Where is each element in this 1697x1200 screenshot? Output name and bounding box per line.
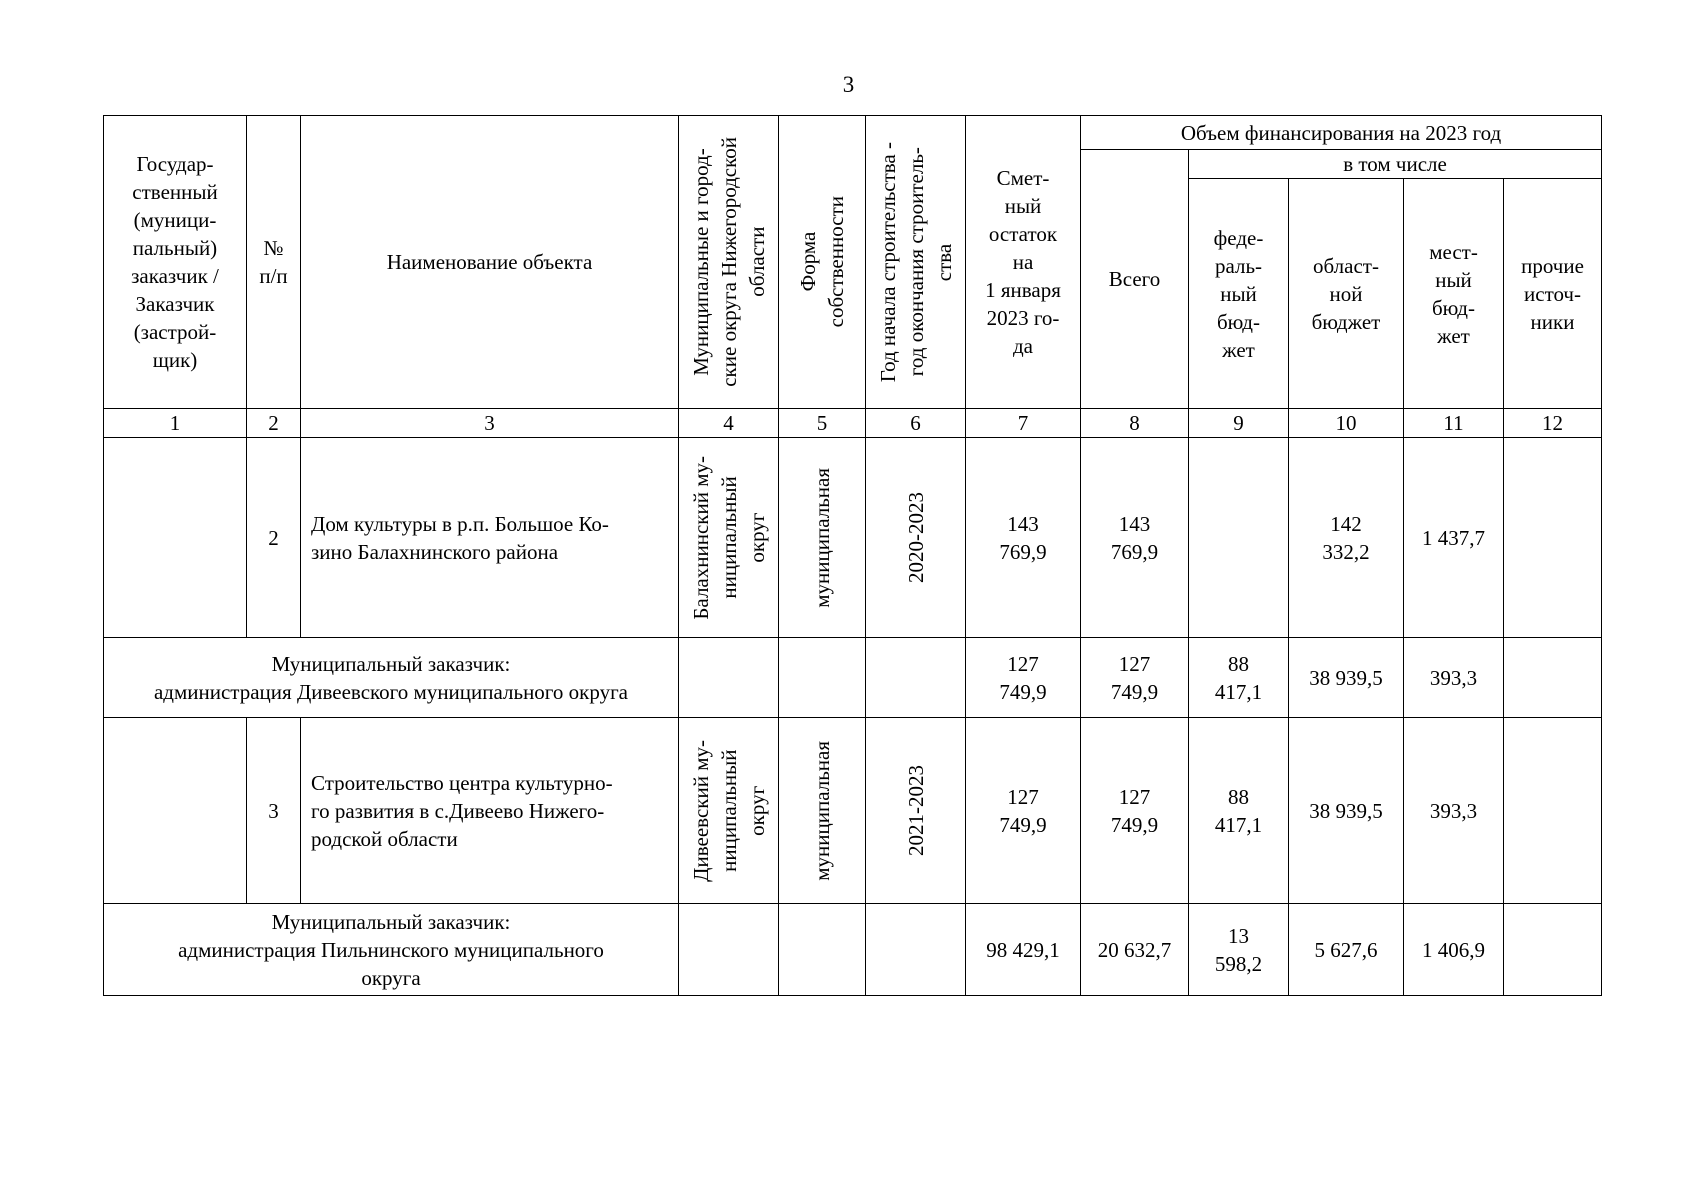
header-object-name: Наименование объекта [301, 116, 679, 409]
total-value: 20 632,7 [1081, 904, 1189, 996]
header-including: в том числе [1189, 150, 1602, 179]
customer-label: Муниципальный заказчик: администрация Пильнинского муниципального округа [104, 904, 679, 996]
regional-value: 142 332,2 [1289, 438, 1404, 638]
table-row [104, 438, 1602, 638]
ownership-cell [779, 438, 866, 638]
header-estimate: Смет- ный остаток на 1 января 2023 го- да [966, 116, 1081, 409]
total-value: 143 769,9 [1081, 438, 1189, 638]
regional-value: 38 939,5 [1289, 718, 1404, 904]
other-value [1504, 904, 1602, 996]
header-total: Всего [1081, 150, 1189, 409]
empty-cell [779, 904, 866, 996]
local-value: 1 437,7 [1404, 438, 1504, 638]
column-number: 7 [966, 409, 1081, 438]
years-cell [866, 438, 966, 638]
object-name: Дом культуры в р.п. Большое Ко- зино Балахнинского района [301, 438, 679, 638]
column-number: 12 [1504, 409, 1602, 438]
years-cell [866, 718, 966, 904]
regional-value: 5 627,6 [1289, 904, 1404, 996]
district-cell [679, 438, 779, 638]
table-row [104, 718, 1602, 904]
customer-cell [104, 438, 247, 638]
header-customer: Государ- ственный (муници- пальный) заказчик / Заказчик (застрой- щик) [104, 116, 247, 409]
column-number: 10 [1289, 409, 1404, 438]
customer-row [104, 638, 1602, 718]
page-number: 3 [842, 72, 855, 97]
header-districts-text: Муниципальные и город- ские округа Нижегородской области [688, 137, 769, 387]
estimate-value: 98 429,1 [966, 904, 1081, 996]
other-value [1504, 638, 1602, 718]
header-other: прочие источ- ники [1504, 179, 1602, 409]
other-value [1504, 718, 1602, 904]
local-value: 393,3 [1404, 718, 1504, 904]
local-value: 393,3 [1404, 638, 1504, 718]
federal-value: 88 417,1 [1189, 638, 1289, 718]
total-value: 127 749,9 [1081, 638, 1189, 718]
header-ownership-text: Форма собственности [796, 196, 848, 328]
district-text: Балахнинский му- ниципальный округ [688, 455, 769, 620]
ownership-text: муниципальная [810, 467, 834, 608]
column-number: 5 [779, 409, 866, 438]
estimate-value: 127 749,9 [966, 718, 1081, 904]
header-districts [679, 116, 779, 409]
customer-label: Муниципальный заказчик: администрация Дивеевского муниципального округа [104, 638, 679, 718]
object-name: Строительство центра культурно- го развития в с.Дивеево Нижего- родской области [301, 718, 679, 904]
empty-cell [866, 904, 966, 996]
district-cell [679, 718, 779, 904]
federal-value [1189, 438, 1289, 638]
column-number: 11 [1404, 409, 1504, 438]
customer-row [104, 904, 1602, 996]
header-federal: феде- раль- ный бюд- жет [1189, 179, 1289, 409]
ownership-text: муниципальная [810, 740, 834, 881]
empty-cell [679, 638, 779, 718]
district-text: Дивеевский му- ниципальный округ [688, 739, 769, 882]
header-funding-group: Объем финансирования на 2023 год [1081, 116, 1602, 150]
column-number: 2 [247, 409, 301, 438]
financing-table [103, 115, 1602, 996]
federal-value: 88 417,1 [1189, 718, 1289, 904]
header-ownership [779, 116, 866, 409]
total-value: 127 749,9 [1081, 718, 1189, 904]
column-numbers-row [104, 409, 1602, 438]
estimate-value: 143 769,9 [966, 438, 1081, 638]
empty-cell [679, 904, 779, 996]
local-value: 1 406,9 [1404, 904, 1504, 996]
customer-cell [104, 718, 247, 904]
header-row [104, 116, 1602, 150]
empty-cell [779, 638, 866, 718]
header-local: мест- ный бюд- жет [1404, 179, 1504, 409]
row-number: 2 [247, 438, 301, 638]
header-number: № п/п [247, 116, 301, 409]
column-number: 6 [866, 409, 966, 438]
years-text: 2020-2023 [903, 492, 928, 583]
column-number: 9 [1189, 409, 1289, 438]
column-number: 3 [301, 409, 679, 438]
header-years-text: Год начала строительства - год окончания строитель- ства [875, 141, 956, 383]
header-regional: област- ной бюджет [1289, 179, 1404, 409]
federal-value: 13 598,2 [1189, 904, 1289, 996]
other-value [1504, 438, 1602, 638]
estimate-value: 127 749,9 [966, 638, 1081, 718]
header-years [866, 116, 966, 409]
column-number: 1 [104, 409, 247, 438]
regional-value: 38 939,5 [1289, 638, 1404, 718]
ownership-cell [779, 718, 866, 904]
row-number: 3 [247, 718, 301, 904]
column-number: 4 [679, 409, 779, 438]
years-text: 2021-2023 [903, 765, 928, 856]
empty-cell [866, 638, 966, 718]
column-number: 8 [1081, 409, 1189, 438]
